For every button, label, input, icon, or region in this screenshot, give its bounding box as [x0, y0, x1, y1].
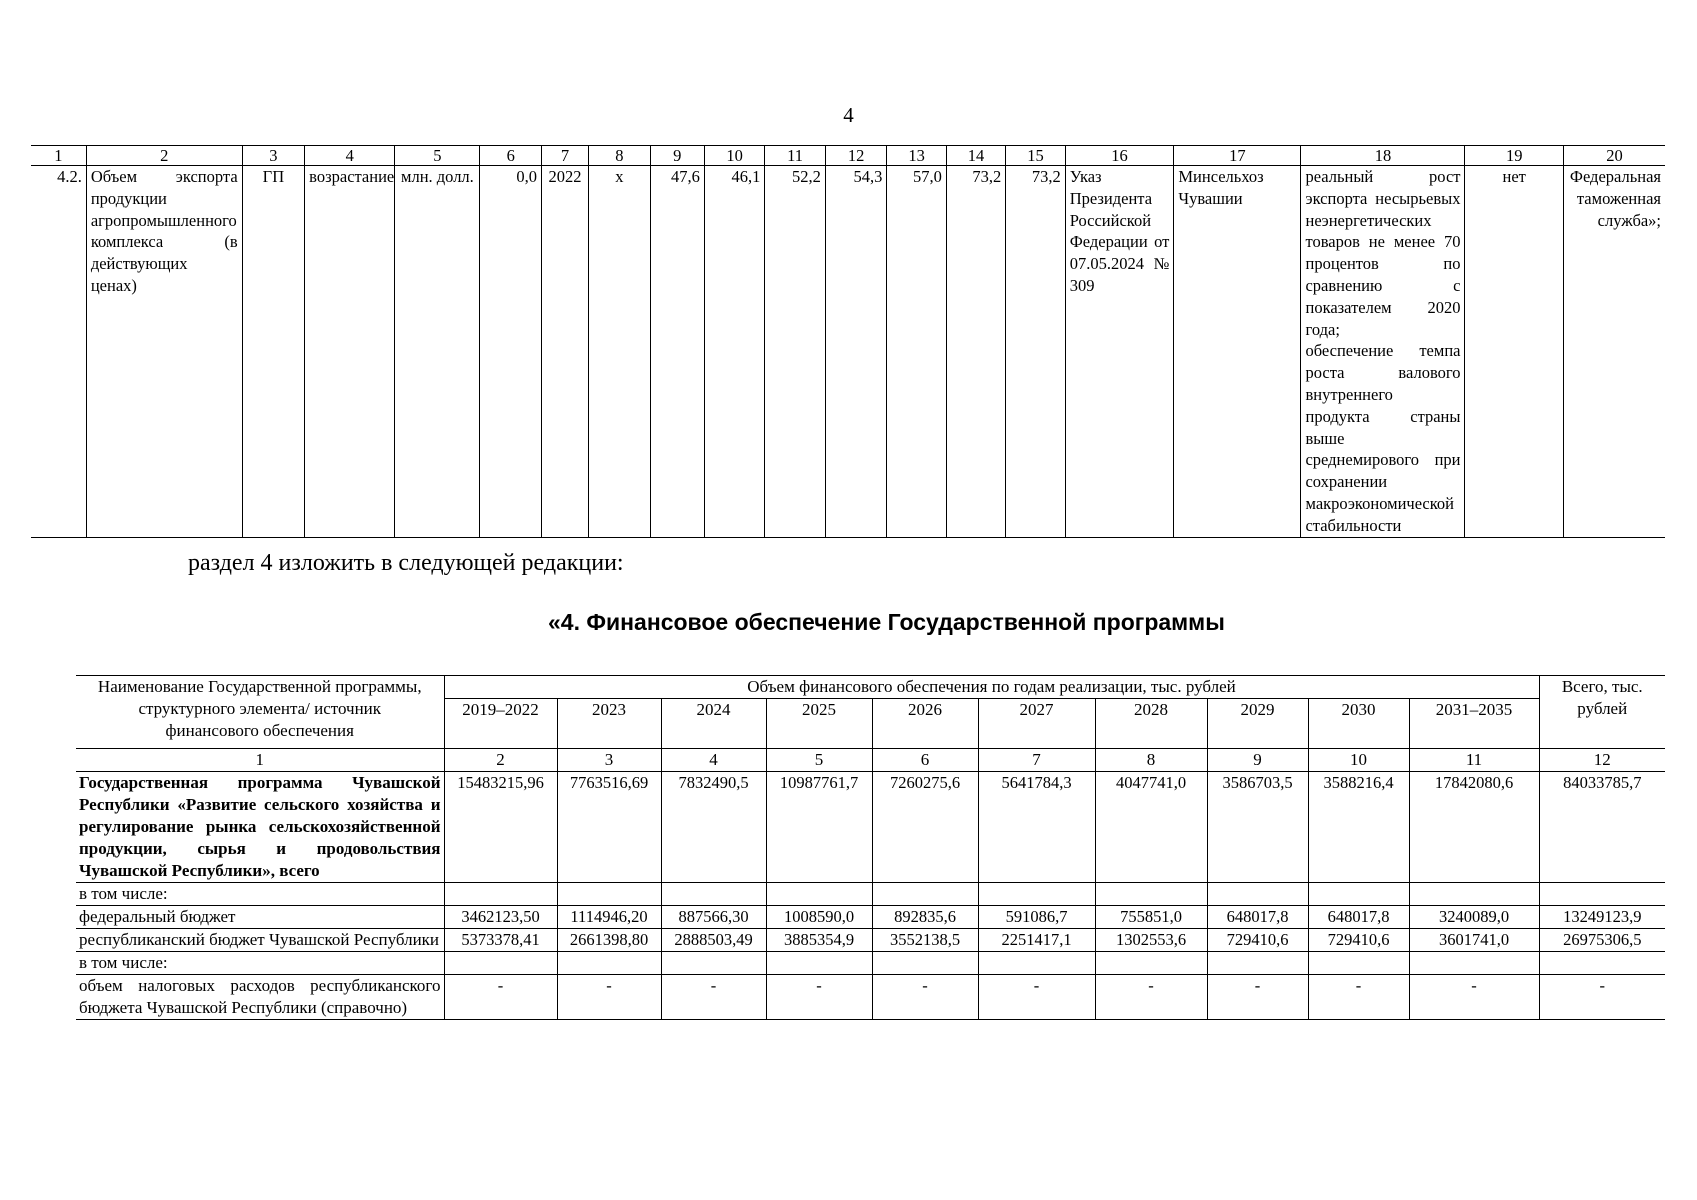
value-col-8: х — [589, 166, 651, 538]
value-cell: 648017,8 — [1308, 906, 1409, 929]
intro-text: раздел 4 изложить в следующей редакции: — [188, 550, 624, 576]
value-cell: - — [978, 975, 1095, 1020]
value-cell: 3240089,0 — [1409, 906, 1539, 929]
value-cell: 3586703,5 — [1207, 772, 1308, 883]
value-cell — [766, 952, 872, 975]
indicator-name: Объем экспорта продукции агропромышленного комплекса (в действующих ценах) — [86, 166, 242, 538]
row-name: республиканский бюджет Чувашской Республики — [76, 929, 444, 952]
value-cell: 5373378,41 — [444, 929, 557, 952]
program-total-row — [76, 772, 1665, 883]
value-cell — [872, 952, 978, 975]
column-number: 3 — [557, 749, 661, 772]
value-cell — [1539, 883, 1665, 906]
value-col-13: 57,0 — [887, 166, 946, 538]
value-cell: - — [557, 975, 661, 1020]
value-cell: 4047741,0 — [1095, 772, 1207, 883]
value-cell: 2251417,1 — [978, 929, 1095, 952]
value-cell: 10987761,7 — [766, 772, 872, 883]
value-cell — [444, 883, 557, 906]
subtotal-label-row — [76, 883, 1665, 906]
header-name: Наименование Государственной программы, структурного элемента/ источник финансового обеспечения — [76, 676, 444, 749]
year-header: 2031–2035 — [1409, 699, 1539, 749]
value-cell: 755851,0 — [1095, 906, 1207, 929]
value-cell: 84033785,7 — [1539, 772, 1665, 883]
value-cell: - — [766, 975, 872, 1020]
tax-expenses-row — [76, 975, 1665, 1020]
base-value: 0,0 — [480, 166, 542, 538]
value-cell: 892835,6 — [872, 906, 978, 929]
value-cell — [1308, 883, 1409, 906]
value-cell: 2661398,80 — [557, 929, 661, 952]
republic-budget-row — [76, 929, 1665, 952]
national-goal-2: обеспечение темпа роста валового внутреннего продукта страны выше среднемирового при сохранении макроэкономической стабильности — [1305, 341, 1461, 535]
data-source: Федеральная таможенная служба»; — [1563, 166, 1665, 538]
value-cell: 3462123,50 — [444, 906, 557, 929]
indicator-level: ГП — [242, 166, 305, 538]
value-cell: 13249123,9 — [1539, 906, 1665, 929]
value-cell: 648017,8 — [1207, 906, 1308, 929]
value-cell — [978, 883, 1095, 906]
value-cell: 2888503,49 — [661, 929, 766, 952]
responsible-body: Минсельхоз Чувашии — [1174, 166, 1301, 538]
value-cell: 1114946,20 — [557, 906, 661, 929]
value-cell — [1409, 883, 1539, 906]
value-cell: 887566,30 — [661, 906, 766, 929]
column-number: 17 — [1174, 146, 1301, 166]
column-number: 1 — [31, 146, 86, 166]
column-number: 6 — [480, 146, 542, 166]
value-cell — [1095, 883, 1207, 906]
row-name: в том числе: — [76, 952, 444, 975]
indicator-unit: млн. долл. — [395, 166, 480, 538]
value-cell: 26975306,5 — [1539, 929, 1665, 952]
value-cell: 591086,7 — [978, 906, 1095, 929]
value-cell: 729410,6 — [1207, 929, 1308, 952]
value-cell: - — [444, 975, 557, 1020]
finance-column-number-row — [76, 749, 1665, 772]
finance-header-row — [76, 676, 1665, 699]
year-header: 2028 — [1095, 699, 1207, 749]
value-cell: - — [1207, 975, 1308, 1020]
value-cell — [978, 952, 1095, 975]
year-header: 2030 — [1308, 699, 1409, 749]
value-col-11: 52,2 — [765, 166, 825, 538]
indicator-table — [31, 145, 1665, 538]
value-cell: 3552138,5 — [872, 929, 978, 952]
column-number: 12 — [1539, 749, 1665, 772]
value-cell: 7832490,5 — [661, 772, 766, 883]
column-number: 2 — [86, 146, 242, 166]
finance-table — [76, 675, 1665, 1020]
column-number: 14 — [946, 146, 1005, 166]
row-name: Государственная программа Чувашской Республики «Развитие сельского хозяйства и регулирование рынка сельскохозяйственной продукции, сырья и продовольствия Чувашской Республики», всего — [76, 772, 444, 883]
value-cell — [1409, 952, 1539, 975]
value-cell: 15483215,96 — [444, 772, 557, 883]
row-name: в том числе: — [76, 883, 444, 906]
value-cell — [1308, 952, 1409, 975]
value-cell — [1095, 952, 1207, 975]
column-number: 9 — [650, 146, 704, 166]
value-col-19: нет — [1465, 166, 1563, 538]
value-cell: 3588216,4 — [1308, 772, 1409, 883]
value-cell — [557, 883, 661, 906]
value-cell: 3885354,9 — [766, 929, 872, 952]
value-cell: 7260275,6 — [872, 772, 978, 883]
value-col-10: 46,1 — [704, 166, 764, 538]
value-cell — [1207, 883, 1308, 906]
value-cell: - — [1308, 975, 1409, 1020]
value-col-9: 47,6 — [650, 166, 704, 538]
row-name: объем налоговых расходов республиканского бюджета Чувашской Республики (справочно) — [76, 975, 444, 1020]
column-number: 18 — [1301, 146, 1465, 166]
value-cell: 7763516,69 — [557, 772, 661, 883]
table-row — [31, 166, 1665, 538]
column-number: 20 — [1563, 146, 1665, 166]
header-total: Всего, тыс. рублей — [1539, 676, 1665, 749]
value-cell — [872, 883, 978, 906]
year-header: 2024 — [661, 699, 766, 749]
column-number: 7 — [978, 749, 1095, 772]
value-cell: 1008590,0 — [766, 906, 872, 929]
value-cell: - — [661, 975, 766, 1020]
indicator-number: 4.2. — [31, 166, 86, 538]
national-goal-1: реальный рост экспорта несырьевых неэнергетических товаров не менее 70 процентов по сравнению с показателем 2020 года; — [1305, 167, 1461, 339]
value-cell: 5641784,3 — [978, 772, 1095, 883]
value-cell — [557, 952, 661, 975]
value-col-12: 54,3 — [825, 166, 887, 538]
row-name: федеральный бюджет — [76, 906, 444, 929]
indicator-direction: возрастание — [305, 166, 395, 538]
subtotal-label-row — [76, 952, 1665, 975]
base-year: 2022 — [541, 166, 588, 538]
value-cell — [444, 952, 557, 975]
value-cell: - — [1409, 975, 1539, 1020]
column-number: 5 — [766, 749, 872, 772]
column-number: 16 — [1065, 146, 1174, 166]
value-cell: - — [1539, 975, 1665, 1020]
column-number: 13 — [887, 146, 946, 166]
column-number: 10 — [1308, 749, 1409, 772]
column-number: 15 — [1006, 146, 1065, 166]
column-number: 8 — [589, 146, 651, 166]
column-number: 19 — [1465, 146, 1563, 166]
finance-body — [76, 772, 1665, 1020]
column-number: 6 — [872, 749, 978, 772]
national-goal — [1301, 166, 1465, 538]
column-number: 8 — [1095, 749, 1207, 772]
year-header: 2026 — [872, 699, 978, 749]
column-number: 11 — [1409, 749, 1539, 772]
year-header: 2027 — [978, 699, 1095, 749]
federal-budget-row — [76, 906, 1665, 929]
source-document: Указ Президента Российской Федерации от 07.05.2024 № 309 — [1065, 166, 1174, 538]
year-header: 2029 — [1207, 699, 1308, 749]
value-cell: - — [1095, 975, 1207, 1020]
year-header: 2025 — [766, 699, 872, 749]
column-number: 3 — [242, 146, 305, 166]
value-cell — [661, 883, 766, 906]
column-number-row — [31, 146, 1665, 166]
column-number: 9 — [1207, 749, 1308, 772]
header-volume: Объем финансового обеспечения по годам реализации, тыс. рублей — [444, 676, 1539, 699]
value-cell: 1302553,6 — [1095, 929, 1207, 952]
column-number: 7 — [541, 146, 588, 166]
value-cell: 17842080,6 — [1409, 772, 1539, 883]
year-header: 2019–2022 — [444, 699, 557, 749]
value-cell — [766, 883, 872, 906]
column-number: 4 — [305, 146, 395, 166]
value-col-15: 73,2 — [1006, 166, 1065, 538]
section-title: «4. Финансовое обеспечение Государственной программы — [548, 609, 1225, 635]
year-header: 2023 — [557, 699, 661, 749]
column-number: 2 — [444, 749, 557, 772]
value-cell: 729410,6 — [1308, 929, 1409, 952]
value-col-14: 73,2 — [946, 166, 1005, 538]
column-number: 10 — [704, 146, 764, 166]
page-number: 4 — [843, 103, 854, 127]
value-cell — [1207, 952, 1308, 975]
value-cell: - — [872, 975, 978, 1020]
value-cell: 3601741,0 — [1409, 929, 1539, 952]
column-number: 1 — [76, 749, 444, 772]
column-number: 5 — [395, 146, 480, 166]
column-number: 4 — [661, 749, 766, 772]
value-cell — [661, 952, 766, 975]
column-number: 12 — [825, 146, 887, 166]
value-cell — [1539, 952, 1665, 975]
column-number: 11 — [765, 146, 825, 166]
